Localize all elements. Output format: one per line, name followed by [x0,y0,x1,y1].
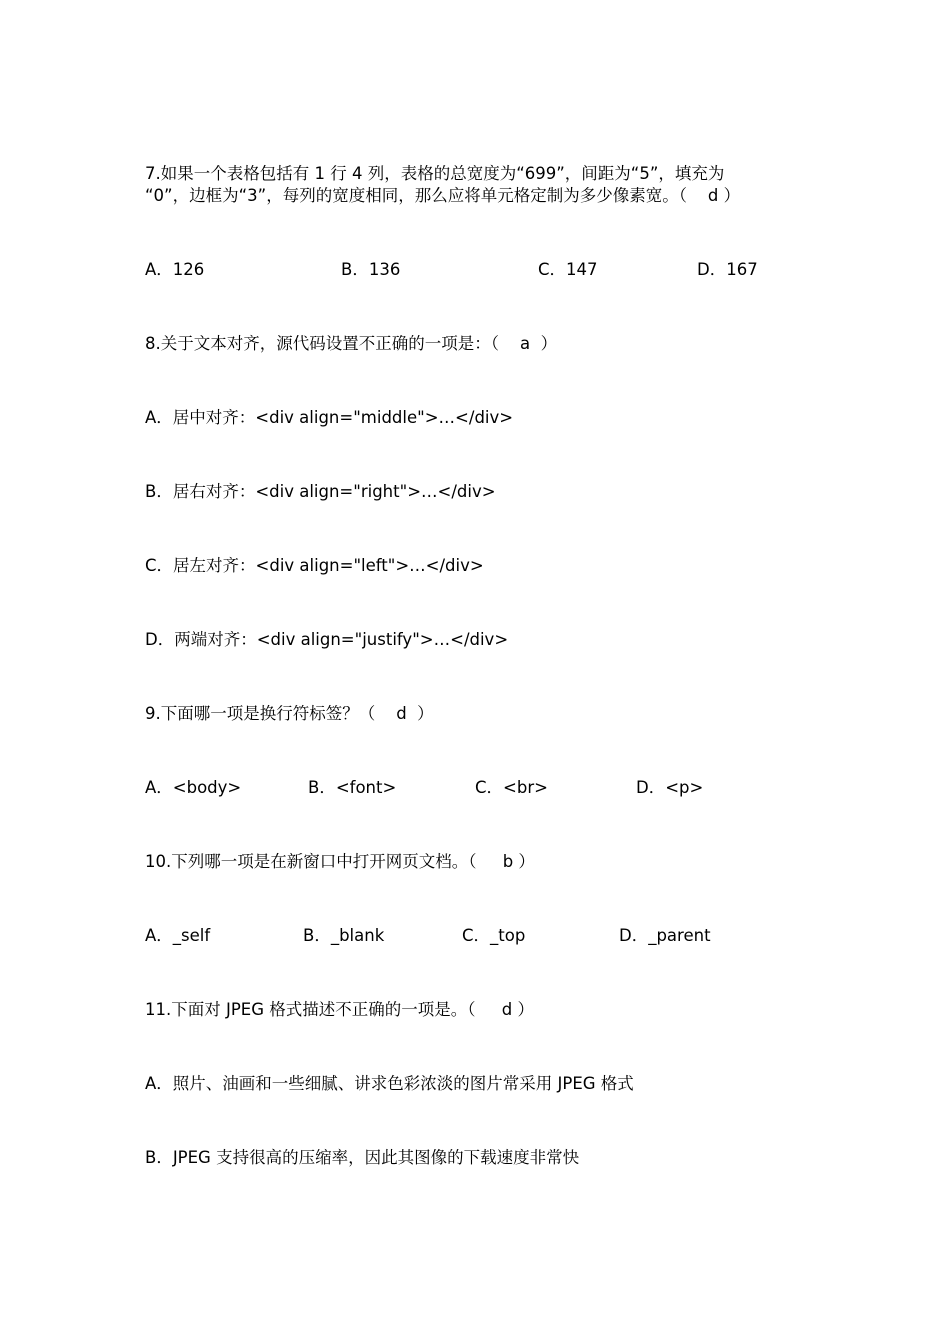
question-9-option-b: B．<font> [308,778,397,797]
question-10-stem: 10.下列哪一项是在新窗口中打开网页文档。（ b ） [145,852,535,871]
question-11-stem: 11.下面对 JPEG 格式描述不正确的一项是。（ d ） [145,1000,534,1019]
question-11-option-a: A．照片、油画和一些细腻、讲求色彩浓淡的图片常采用 JPEG 格式 [145,1074,634,1093]
question-9-stem: 9.下面哪一项是换行符标签？（ d ） [145,704,434,723]
question-10-option-d: D．_parent [619,926,711,945]
question-7-stem-line-2: “0”，边框为“3”，每列的宽度相同，那么应将单元格定制为多少像素宽。（ d ） [145,186,741,205]
question-7-option-d: D．167 [697,260,758,279]
question-7-stem-line-1: 7.如果一个表格包括有 1 行 4 列，表格的总宽度为“699”，间距为“5”，填充为 [145,164,725,183]
question-10-option-b: B．_blank [303,926,385,945]
question-10-option-c: C．_top [462,926,526,945]
question-8-stem: 8.关于文本对齐，源代码设置不正确的一项是：（ a ） [145,334,558,353]
question-8-option-a: A．居中对齐：<div align="middle">…</div> [145,408,514,427]
question-9-option-d: D．<p> [636,778,704,797]
question-7-option-a: A．126 [145,260,205,279]
question-11-option-b: B．JPEG 支持很高的压缩率，因此其图像的下载速度非常快 [145,1148,580,1167]
question-8-option-b: B．居右对齐：<div align="right">…</div> [145,482,496,501]
question-7-option-b: B．136 [341,260,401,279]
question-8-option-c: C．居左对齐：<div align="left">…</div> [145,556,484,575]
question-9-option-a: A．<body> [145,778,242,797]
question-9-option-c: C．<br> [475,778,548,797]
question-8-option-d: D．两端对齐：<div align="justify">…</div> [145,630,509,649]
question-10-option-a: A．_self [145,926,211,945]
question-7-option-c: C．147 [538,260,598,279]
